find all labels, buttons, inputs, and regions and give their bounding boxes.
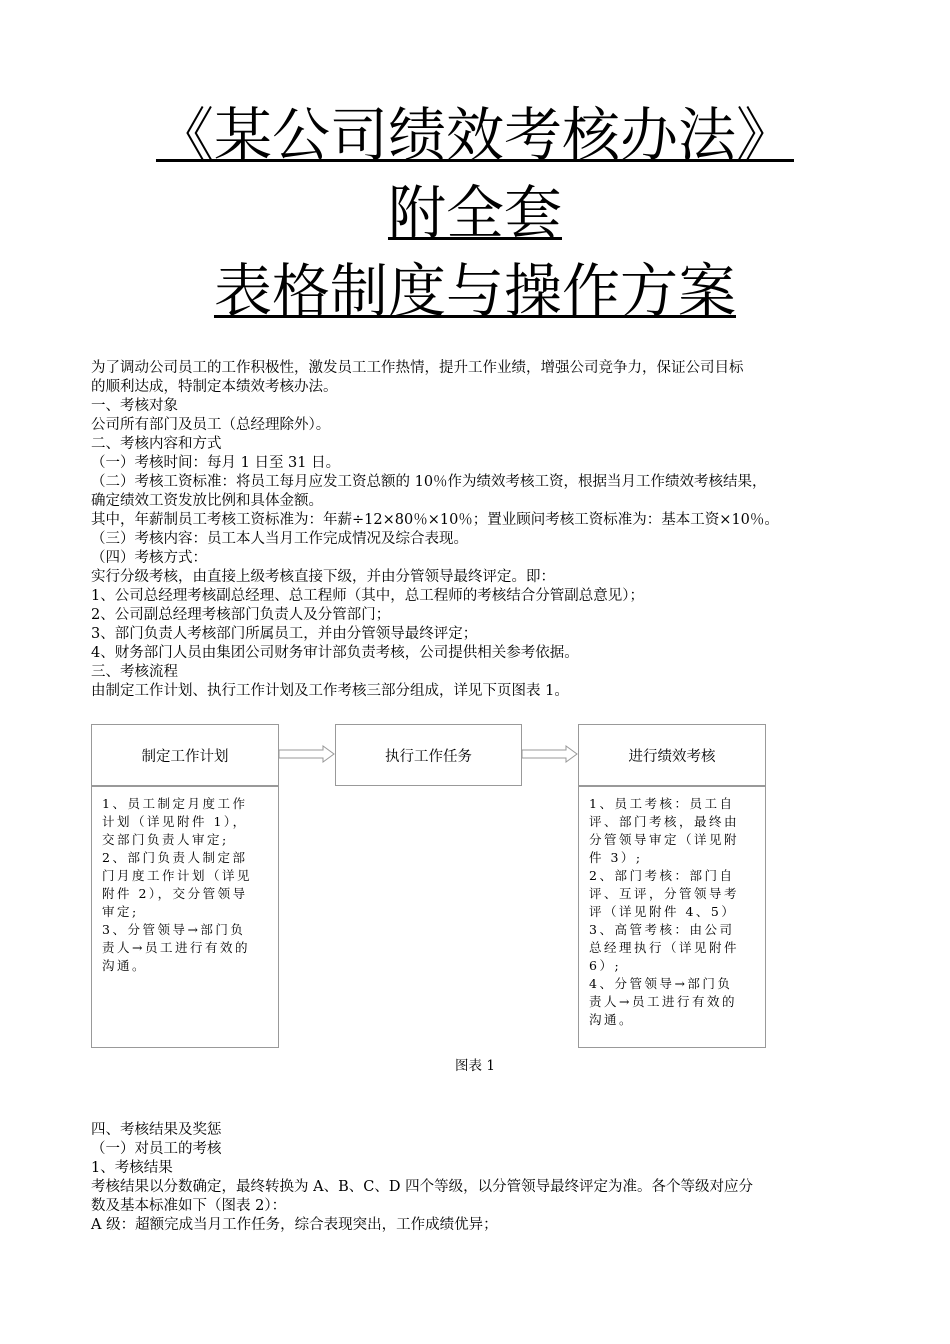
flow-text-line: 计划（详见附件 1）， xyxy=(102,814,248,829)
flow-text-line: 沟通。 xyxy=(589,1012,635,1027)
flow-text-line: 责人→员工进行有效的 xyxy=(589,994,737,1009)
section-heading: 1、考核结果 xyxy=(91,1160,173,1176)
flow-text-line: 6）; xyxy=(589,958,622,973)
paragraph-line: 考核结果以分数确定，最终转换为 A、B、C、D 四个等级，以分管领导最终评定为准。各个等级对应分 xyxy=(91,1179,754,1195)
flow-text-line: 总经理执行（详见附件 xyxy=(589,940,740,955)
flow-box-plan-body xyxy=(91,786,279,1048)
list-item: 2、公司副总经理考核部门负责人及分管部门； xyxy=(91,607,391,623)
flow-box-evaluate-body xyxy=(578,786,766,1048)
section-heading: 一、考核对象 xyxy=(91,398,178,414)
paragraph-line: （一）考核时间：每月 1 日至 31 日。 xyxy=(91,455,341,471)
flow-box-execute-label: 执行工作任务 xyxy=(385,748,472,765)
flow-text-line: 评、部门考核，最终由 xyxy=(589,814,740,829)
document-title-line-1: 《某公司绩效考核办法》 xyxy=(155,101,794,169)
paragraph-line: 由制定工作计划、执行工作计划及工作考核三部分组成，详见下页图表 1。 xyxy=(91,683,569,699)
flow-text-line: 1、员工制定月度工作 xyxy=(102,796,248,811)
paragraph-line: 的顺利达成，特制定本绩效考核办法。 xyxy=(91,379,338,395)
flow-text-line: 3、分管领导→部门负 xyxy=(102,922,246,937)
body-section-2 xyxy=(91,1121,881,1235)
flow-box-evaluate-label: 进行绩效考核 xyxy=(628,748,716,765)
flow-box-plan-title xyxy=(91,724,279,786)
list-item: 3、部门负责人考核部门所属员工，并由分管领导最终评定； xyxy=(91,626,478,642)
flow-text-line: 3、高管考核：由公司 xyxy=(589,922,735,937)
section-heading: 四、考核结果及奖惩 xyxy=(91,1122,222,1138)
paragraph-line: （三）考核内容：员工本人当月工作完成情况及综合表现。 xyxy=(91,531,468,547)
flow-text-line: 责人→员工进行有效的 xyxy=(102,940,250,955)
section-heading: （一）对员工的考核 xyxy=(91,1141,222,1157)
flow-text-line: 1、员工考核：员工自 xyxy=(589,796,735,811)
flow-arrow-1-icon xyxy=(279,745,335,763)
paragraph-line: A 级：超额完成当月工作任务，综合表现突出，工作成绩优异； xyxy=(91,1217,498,1233)
section-heading: 三、考核流程 xyxy=(91,664,178,680)
paragraph-line: （二）考核工资标准：将员工每月应发工资总额的 10％作为绩效考核工资，根据当月工作绩效考核结果， xyxy=(91,474,767,490)
document-title-line-3: 表格制度与操作方案 xyxy=(213,257,736,325)
flow-text-line: 4、分管领导→部门负 xyxy=(589,976,733,991)
paragraph-line: 其中，年薪制员工考核工资标准为：年薪÷12×80％×10％；置业顾问考核工资标准为：基本工资×10％。 xyxy=(91,512,779,528)
document-title-line-2: 附全套 xyxy=(387,179,562,247)
paragraph-line: 确定绩效工资发放比例和具体金额。 xyxy=(91,493,323,509)
paragraph-line: 实行分级考核，由直接上级考核直接下级，并由分管领导最终评定。即： xyxy=(91,569,555,585)
flow-text-line: 件 3）; xyxy=(589,850,643,865)
flow-text-line: 审定; xyxy=(102,904,139,919)
flow-text-line: 2、部门考核：部门自 xyxy=(589,868,735,883)
list-item: 4、财务部门人员由集团公司财务审计部负责考核，公司提供相关参考依据。 xyxy=(91,645,579,661)
flow-text-line: 2、部门负责人制定部 xyxy=(102,850,248,865)
flow-box-evaluate-title xyxy=(578,724,766,786)
flow-text-line: 交部门负责人审定; xyxy=(102,832,229,847)
flow-text-line: 门月度工作计划（详见 xyxy=(102,868,253,883)
list-item: 1、公司总经理考核副总经理、总工程师（其中，总工程师的考核结合分管副总意见）； xyxy=(91,588,644,604)
flow-text-line: 沟通。 xyxy=(102,958,148,973)
flow-box-plan-label: 制定工作计划 xyxy=(141,748,229,765)
paragraph-line: 公司所有部门及员工（总经理除外）。 xyxy=(91,417,331,433)
flow-text-line: 附件 2），交分管领导 xyxy=(102,886,248,901)
paragraph-line: （四）考核方式： xyxy=(91,550,207,566)
section-heading: 二、考核内容和方式 xyxy=(91,436,222,452)
flow-text-line: 分管领导审定（详见附 xyxy=(589,832,740,847)
flow-arrow-2-icon xyxy=(522,745,578,763)
figure-caption: 图表 1 xyxy=(455,1058,495,1074)
flow-box-execute xyxy=(335,724,522,786)
paragraph-line: 为了调动公司员工的工作积极性，激发员工工作热情，提升工作业绩，增强公司竞争力，保证公司目标 xyxy=(91,360,744,376)
flow-text-line: 评（详见附件 4、5） xyxy=(589,904,737,919)
flow-text-line: 评、互评，分管领导考 xyxy=(589,886,740,901)
paragraph-line: 数及基本标准如下（图表 2）： xyxy=(91,1198,287,1214)
body-section-1 xyxy=(91,359,871,701)
